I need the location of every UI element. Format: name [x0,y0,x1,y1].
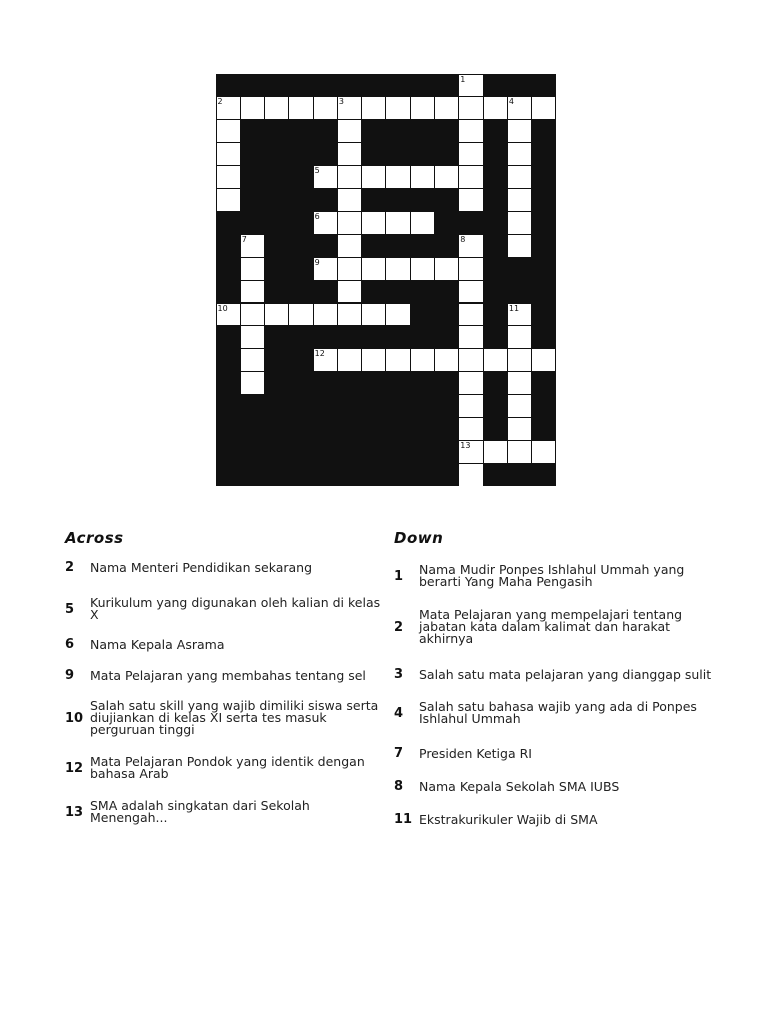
clue-across [65,800,385,824]
clue-number: 5 [65,601,75,617]
clue-number-label: 4 [508,97,514,107]
crossword-cell[interactable] [532,441,555,463]
crossword-cell[interactable] [459,372,482,394]
crossword-cell[interactable] [314,212,337,234]
crossword-cell[interactable] [532,97,555,119]
crossword-cell[interactable] [265,304,288,326]
crossword-cell[interactable] [508,441,531,463]
clue-text: Nama Menteri Pendidikan sekarang [90,559,313,575]
crossword-cell[interactable] [217,189,240,211]
crossword-cell[interactable] [459,189,482,211]
crossword-cell[interactable] [338,97,361,119]
clue-text: Nama Kepala Sekolah SMA IUBS [419,778,620,794]
crossword-cell[interactable] [459,75,482,97]
crossword-cell[interactable] [508,395,531,417]
crossword-cell[interactable] [338,258,361,280]
crossword-cell[interactable] [217,120,240,142]
clue-text: Mata Pelajaran Pondok yang identik dengan bahasa Arab [90,754,365,781]
crossword-cell[interactable] [217,97,240,119]
crossword-cell[interactable] [241,235,264,257]
crossword-grid [216,74,556,486]
clue-number-label: 11 [508,303,520,313]
crossword-cell[interactable] [459,395,482,417]
clue-number: 9 [65,668,75,683]
crossword-cell[interactable] [435,166,458,188]
clue-across [65,700,385,736]
crossword-cell[interactable] [459,281,482,303]
clue-text: Presiden Ketiga RI [419,745,532,761]
crossword-cell[interactable] [217,143,240,165]
crossword-cell[interactable] [459,235,482,257]
crossword-cell[interactable] [459,326,482,348]
crossword-cell[interactable] [362,304,385,326]
across-heading: Across [65,529,124,547]
clue-across [65,668,385,683]
clue-down [394,746,714,761]
clue-number-label: 6 [314,211,320,221]
crossword-cell[interactable] [217,166,240,188]
crossword-cell[interactable] [508,212,531,234]
crossword-cell[interactable] [435,349,458,371]
crossword-cell[interactable] [459,120,482,142]
clue-text: Salah satu bahasa wajib yang ada di Ponpes Ishlahul Ummah [419,699,697,726]
clue-number: 8 [394,779,404,794]
clue-number-label: 9 [314,257,320,267]
clue-number: 4 [394,705,404,721]
crossword-cell[interactable] [459,441,482,463]
clue-text: Mata Pelajaran yang membahas tentang sel [90,667,366,683]
clue-number-label: 8 [460,234,466,244]
clue-number: 7 [394,746,404,761]
crossword-cell[interactable] [362,349,385,371]
clue-number-label: 10 [217,303,228,313]
clue-down [394,564,714,588]
crossword-cell[interactable] [338,189,361,211]
clue-number-label: 13 [460,440,471,450]
crossword-cell[interactable] [411,166,434,188]
crossword-cell[interactable] [484,97,507,119]
clue-number-label: 12 [314,349,325,359]
clue-text: Nama Mudir Ponpes Ishlahul Ummah yang berarti Yang Maha Pengasih [419,562,685,589]
crossword-cell[interactable] [265,97,288,119]
crossword-cell[interactable] [459,143,482,165]
down-heading: Down [394,529,444,547]
clue-across [65,637,385,652]
crossword-cell[interactable] [386,97,409,119]
crossword-cell[interactable] [386,304,409,326]
crossword-cell[interactable] [508,166,531,188]
clue-text: Salah satu mata pelajaran yang dianggap sulit [419,666,712,682]
crossword-cell[interactable] [386,212,409,234]
crossword-cell[interactable] [338,166,361,188]
crossword-cell[interactable] [435,258,458,280]
clue-number: 10 [65,710,84,726]
crossword-cell[interactable] [484,441,507,463]
crossword-cell[interactable] [532,349,555,371]
crossword-cell[interactable] [241,258,264,280]
clue-down [394,609,714,645]
clue-number-label: 1 [460,74,466,84]
crossword-cell[interactable] [314,166,337,188]
crossword-cell[interactable] [386,258,409,280]
crossword-cell[interactable] [508,349,531,371]
crossword-cell[interactable] [338,235,361,257]
clue-number-label: 2 [217,97,223,107]
clue-text: SMA adalah singkatan dari Sekolah Menengah... [90,798,310,825]
clue-number-label: 3 [338,97,344,107]
crossword-cell[interactable] [217,304,240,326]
crossword-cell[interactable] [411,97,434,119]
down-clues [394,527,724,827]
clue-across [65,756,385,780]
crossword-cell[interactable] [241,349,264,371]
clue-number: 12 [65,760,84,776]
crossword-cell[interactable] [338,212,361,234]
crossword-cell[interactable] [338,120,361,142]
crossword-cell[interactable] [508,372,531,394]
crossword-cell[interactable] [241,281,264,303]
crossword-cell[interactable] [411,212,434,234]
crossword-cell[interactable] [289,304,312,326]
clue-number: 11 [394,812,413,827]
crossword-cell[interactable] [386,349,409,371]
clue-number-label: 5 [314,166,320,176]
crossword-cell[interactable] [314,258,337,280]
clue-text: Kurikulum yang digunakan oleh kalian di kelas X [90,595,381,622]
crossword-cell[interactable] [314,304,337,326]
clue-number: 2 [394,619,404,635]
clue-text: Mata Pelajaran yang mempelajari tentang jabatan kata dalam kalimat dan harakat akhirnya [419,607,683,646]
crossword-cell[interactable] [508,97,531,119]
clue-down [394,779,714,794]
crossword-cell[interactable] [459,97,482,119]
crossword-cell[interactable] [362,166,385,188]
clue-number: 13 [65,804,84,820]
crossword-cell[interactable] [508,418,531,440]
crossword-cell[interactable] [241,372,264,394]
clue-down [394,667,714,682]
crossword-cell[interactable] [289,97,312,119]
crossword-cell[interactable] [314,97,337,119]
clue-number: 6 [65,637,75,652]
clue-text: Nama Kepala Asrama [90,636,225,652]
crossword-cell[interactable] [508,143,531,165]
crossword-cell[interactable] [508,304,531,326]
clue-text: Ekstrakurikuler Wajib di SMA [419,811,598,827]
crossword-cell[interactable] [386,166,409,188]
clue-across [65,597,385,621]
clue-number: 3 [394,667,404,682]
crossword-cell[interactable] [338,281,361,303]
clue-down [394,812,714,827]
crossword-cell[interactable] [362,258,385,280]
crossword-cell[interactable] [459,418,482,440]
clue-text: Salah satu skill yang wajib dimiliki siswa serta diujiankan di kelas XI serta tes masuk perguruan tinggi [90,698,379,737]
crossword-cell[interactable] [435,97,458,119]
clue-number: 1 [394,568,404,584]
clue-down [394,701,714,725]
crossword-cell[interactable] [362,212,385,234]
crossword-cell[interactable] [338,304,361,326]
crossword-cell[interactable] [241,326,264,348]
crossword-cell[interactable] [484,349,507,371]
clue-number: 2 [65,560,75,575]
clue-across [65,560,385,575]
crossword-cell[interactable] [338,349,361,371]
crossword-cell[interactable] [459,166,482,188]
crossword-cell[interactable] [241,304,264,326]
crossword-cell[interactable] [459,258,482,280]
crossword-cell[interactable] [338,143,361,165]
crossword-cell[interactable] [459,304,482,326]
crossword-cell[interactable] [508,235,531,257]
crossword-cell[interactable] [508,189,531,211]
crossword-cell[interactable] [459,349,482,371]
crossword-cell[interactable] [314,349,337,371]
across-clues [65,527,395,825]
crossword-cell[interactable] [508,326,531,348]
crossword-cell[interactable] [508,120,531,142]
crossword-cell[interactable] [241,97,264,119]
crossword-cell[interactable] [411,349,434,371]
crossword-cell[interactable] [362,97,385,119]
crossword-cell[interactable] [411,258,434,280]
crossword-cell[interactable] [459,464,482,486]
clue-number-label: 7 [241,234,247,244]
